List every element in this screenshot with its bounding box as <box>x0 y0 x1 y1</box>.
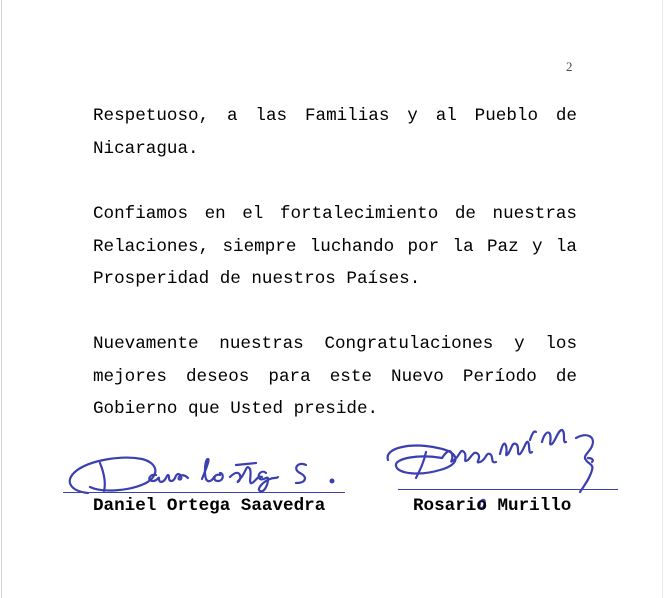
signature-daniel-ortega-icon <box>60 435 360 505</box>
signature-line-right <box>398 489 618 490</box>
signer-name-rosario-murillo: Rosario Murillo <box>413 496 572 516</box>
page-number: 2 <box>566 59 573 74</box>
signature-line-left <box>63 492 345 493</box>
page-edge-right <box>662 0 663 598</box>
paragraph-closing-respect: Respetuoso, a las Familias y al Pueblo de Nicaragua. <box>93 106 577 159</box>
signer-name-daniel-ortega: Daniel Ortega Saavedra <box>93 496 326 516</box>
paragraph-congratulations: Nuevamente nuestras Congratulaciones y los mejores deseos para este Nuevo Período de Gobierno que Usted preside. <box>93 334 577 419</box>
paragraph-relations: Confiamos en el fortalecimiento de nuestras Relaciones, siempre luchando por la Paz y la Prosperidad de nuestros Países. <box>93 204 577 289</box>
page-edge-left <box>1 0 2 598</box>
